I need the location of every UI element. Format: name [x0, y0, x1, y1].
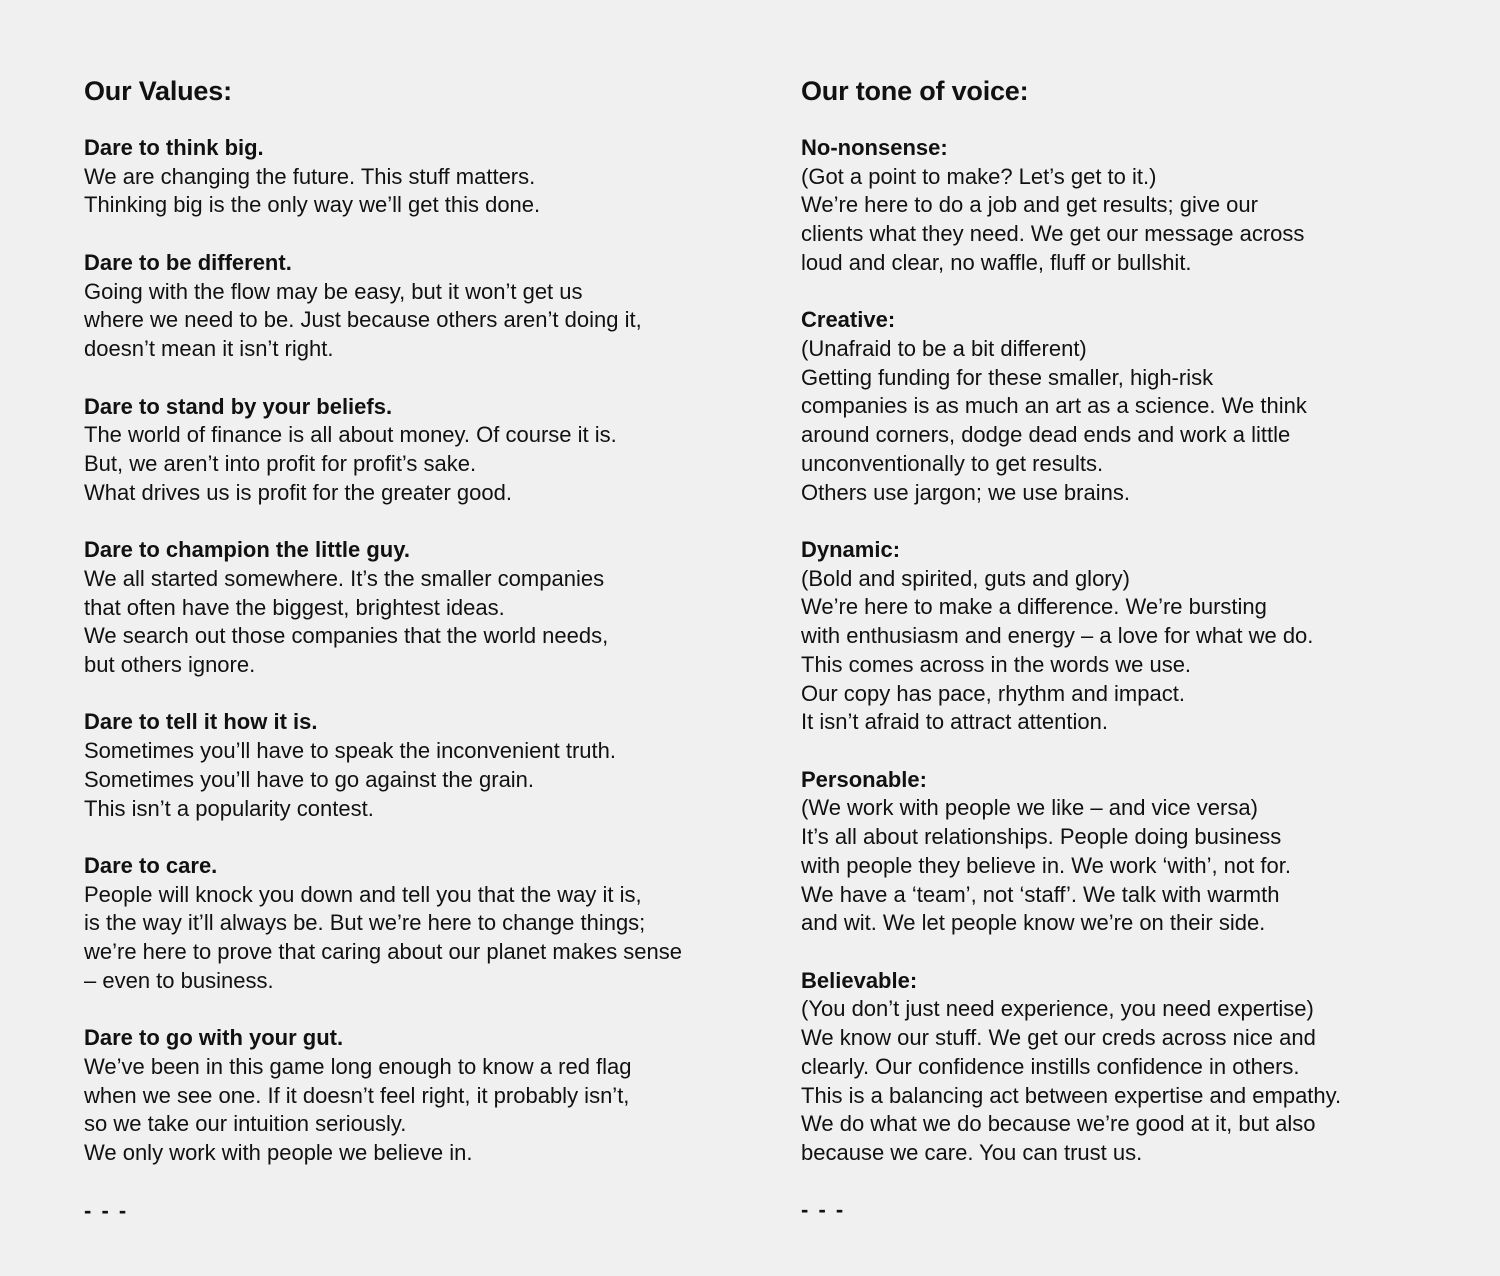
body-line: Going with the flow may be easy, but it won’t get us: [84, 278, 583, 304]
body-line: We’re here to make a difference. We’re bursting: [801, 594, 1267, 620]
body-line: We are changing the future. This stuff matters.: [84, 163, 536, 189]
body-line: with people they believe in. We work ‘with’, not for.: [801, 852, 1291, 878]
values-heading: Our Values:: [84, 76, 232, 106]
value-be-different: [84, 249, 774, 364]
section-title: Creative:: [801, 307, 896, 333]
body-line: It’s all about relationships. People doing business: [801, 824, 1282, 850]
section-separator: - - -: [801, 1197, 846, 1223]
body-line: and wit. We let people know we’re on their side.: [801, 910, 1266, 936]
body-line: – even to business.: [84, 967, 274, 993]
body-line: when we see one. If it doesn’t feel right, it probably isn’t,: [84, 1082, 630, 1108]
body-line: we’re here to prove that caring about our planet makes sense: [84, 939, 683, 965]
body-line: It isn’t afraid to attract attention.: [801, 709, 1108, 735]
value-tell-it-how-it-is: [84, 708, 774, 823]
section-title: No-nonsense:: [801, 135, 948, 160]
body-line: Thinking big is the only way we’ll get this done.: [84, 192, 541, 218]
body-line: that often have the biggest, brightest ideas.: [84, 594, 505, 620]
body-line: People will knock you down and tell you that the way it is,: [84, 881, 642, 907]
value-care: [84, 852, 774, 996]
section-title: Dare to tell it how it is.: [84, 709, 318, 735]
body-line: with enthusiasm and energy – a love for what we do.: [801, 623, 1314, 649]
tone-creative: [801, 306, 1441, 507]
body-line: clients what they need. We get our message across: [801, 221, 1305, 247]
body-line: where we need to be. Just because others aren’t doing it,: [84, 307, 642, 333]
section-title: Dare to champion the little guy.: [84, 537, 410, 563]
body-line: is the way it’ll always be. But we’re here to change things;: [84, 910, 646, 936]
body-line: This comes across in the words we use.: [801, 651, 1192, 677]
body-line: clearly. Our confidence instills confidence in others.: [801, 1053, 1300, 1079]
body-line: so we take our intuition seriously.: [84, 1111, 407, 1137]
tone-dynamic: [801, 536, 1441, 737]
tone-believable: [801, 967, 1441, 1168]
tone-of-voice-column: [801, 74, 1441, 1225]
body-line: (You don’t just need experience, you need expertise): [801, 996, 1314, 1022]
body-line: The world of finance is all about money. Of course it is.: [84, 422, 617, 448]
body-line: We have a ‘team’, not ‘staff’. We talk with warmth: [801, 881, 1280, 907]
section-title: Dynamic:: [801, 537, 901, 563]
body-line: Sometimes you’ll have to speak the inconvenient truth.: [84, 738, 616, 764]
body-line: around corners, dodge dead ends and work a little: [801, 422, 1291, 448]
body-line: companies is as much an art as a science. We think: [801, 393, 1307, 419]
body-line: We do what we do because we’re good at it, but also: [801, 1111, 1316, 1137]
body-line: (Unafraid to be a bit different): [801, 336, 1087, 362]
body-line: We’re here to do a job and get results; give our: [801, 192, 1258, 218]
body-line: What drives us is profit for the greater good.: [84, 479, 512, 505]
body-line: We search out those companies that the world needs,: [84, 623, 609, 649]
body-line: but others ignore.: [84, 651, 256, 677]
body-line: Our copy has pace, rhythm and impact.: [801, 680, 1185, 706]
body-line: This is a balancing act between expertise and empathy.: [801, 1082, 1342, 1108]
body-line: But, we aren’t into profit for profit’s sake.: [84, 450, 477, 476]
body-line: Getting funding for these smaller, high-risk: [801, 364, 1214, 390]
body-line: (We work with people we like – and vice versa): [801, 795, 1258, 821]
section-title: Dare to care.: [84, 853, 218, 879]
body-line: We know our stuff. We get our creds across nice and: [801, 1025, 1316, 1051]
body-line: We all started somewhere. It’s the smaller companies: [84, 565, 605, 591]
value-go-with-gut: [84, 1024, 774, 1168]
body-line: Sometimes you’ll have to go against the grain.: [84, 766, 535, 792]
body-line: Others use jargon; we use brains.: [801, 479, 1130, 505]
body-line: (Bold and spirited, guts and glory): [801, 565, 1130, 591]
body-line: unconventionally to get results.: [801, 450, 1104, 476]
value-think-big: [84, 134, 774, 220]
section-separator: - - -: [84, 1197, 129, 1223]
body-line: We only work with people we believe in.: [84, 1140, 473, 1166]
section-title: Dare to go with your gut.: [84, 1025, 344, 1051]
section-title: Dare to think big.: [84, 135, 264, 160]
section-title: Believable:: [801, 967, 918, 993]
section-title: Dare to be different.: [84, 249, 292, 275]
section-title: Dare to stand by your beliefs.: [84, 393, 393, 419]
body-line: This isn’t a popularity contest.: [84, 795, 374, 821]
values-column: [84, 74, 774, 1225]
tone-no-nonsense: [801, 134, 1441, 278]
body-line: doesn’t mean it isn’t right.: [84, 336, 334, 362]
value-stand-by-beliefs: [84, 393, 774, 508]
body-line: loud and clear, no waffle, fluff or bullshit.: [801, 249, 1192, 275]
body-line: because we care. You can trust us.: [801, 1139, 1143, 1165]
tone-heading: Our tone of voice:: [801, 76, 1029, 106]
tone-personable: [801, 766, 1441, 938]
value-champion-little-guy: [84, 536, 774, 680]
body-line: We’ve been in this game long enough to know a red flag: [84, 1054, 632, 1080]
section-title: Personable:: [801, 766, 927, 792]
body-line: (Got a point to make? Let’s get to it.): [801, 163, 1157, 189]
